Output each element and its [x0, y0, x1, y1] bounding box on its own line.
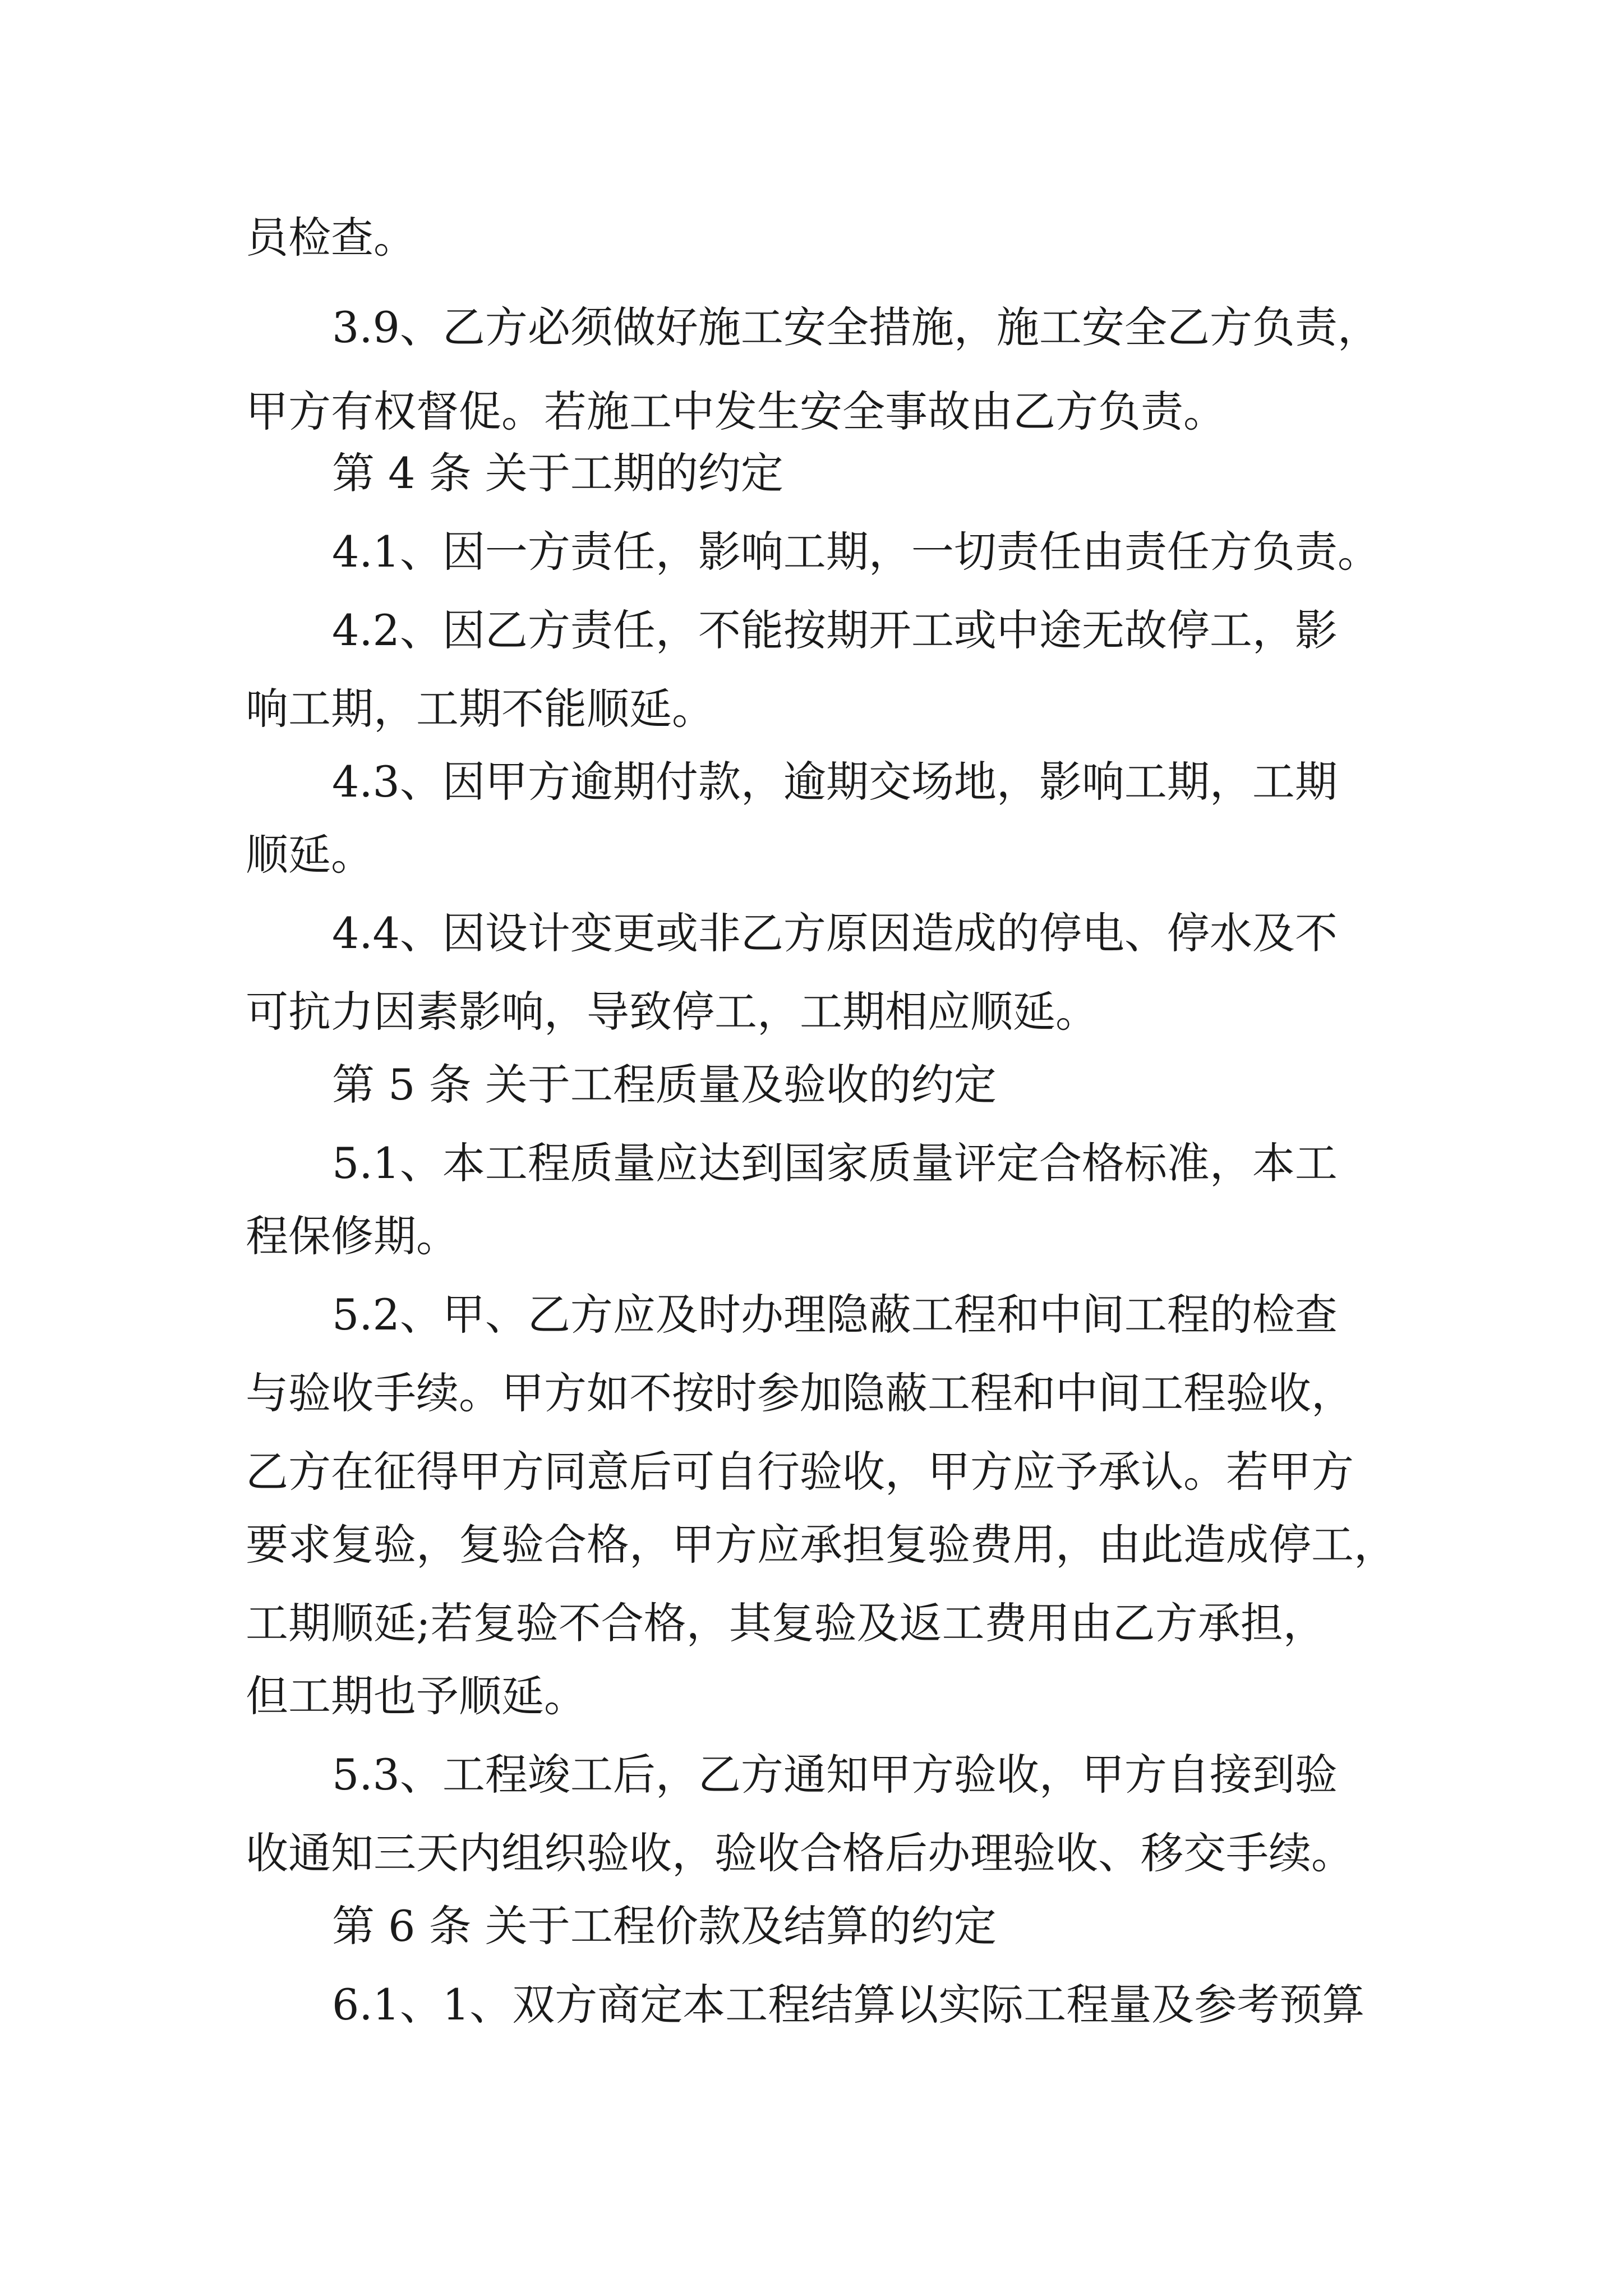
- article-5-heading: 第 5 条 关于工程质量及验收的约定: [332, 1060, 997, 1110]
- article-4-heading: 第 4 条 关于工期的约定: [332, 448, 783, 498]
- clause-5-2-line-5: 工期顺延;若复验不合格，其复验及返工费用由乙方承担，: [246, 1598, 1326, 1648]
- clause-5-3-line-2: 收通知三天内组织验收，验收合格后办理验收、移交手续。: [246, 1828, 1354, 1878]
- clause-5-2-line-2: 与验收手续。甲方如不按时参加隐蔽工程和中间工程验收，: [246, 1368, 1354, 1418]
- clause-4-1-line-1: 4.1、因一方责任，影响工期，一切责任由责任方负责。: [332, 527, 1380, 577]
- clause-3-9-line-2: 甲方有权督促。若施工中发生安全事故由乙方负责。: [246, 386, 1226, 436]
- clause-4-4-line-1: 4.4、因设计变更或非乙方原因造成的停电、停水及不: [332, 908, 1338, 958]
- clause-6-1-line-1: 6.1、1、双方商定本工程结算以实际工程量及参考预算: [332, 1980, 1365, 2030]
- clause-5-2-line-6: 但工期也予顺延。: [246, 1671, 587, 1721]
- clause-5-1-line-1: 5.1、本工程质量应达到国家质量评定合格标准，本工: [332, 1138, 1338, 1188]
- clause-3-9-line-1: 3.9、乙方必须做好施工安全措施，施工安全乙方负责，: [332, 302, 1380, 352]
- clause-5-2-line-1: 5.2、甲、乙方应及时办理隐蔽工程和中间工程的检查: [332, 1290, 1338, 1340]
- clause-4-2-line-1: 4.2、因乙方责任，不能按期开工或中途无故停工，影: [332, 605, 1338, 655]
- article-6-heading: 第 6 条 关于工程价款及结算的约定: [332, 1901, 997, 1951]
- clause-5-3-line-1: 5.3、工程竣工后，乙方通知甲方验收，甲方自接到验: [332, 1750, 1338, 1800]
- clause-5-2-line-4: 要求复验，复验合格，甲方应承担复验费用，由此造成停工，: [246, 1520, 1396, 1570]
- clause-4-2-line-2: 响工期，工期不能顺延。: [246, 684, 714, 734]
- clause-5-1-line-2: 程保修期。: [246, 1211, 459, 1261]
- text-line: 员检查。: [246, 213, 416, 263]
- clause-4-3-line-2: 顺延。: [246, 830, 374, 880]
- clause-5-2-line-3: 乙方在征得甲方同意后可自行验收，甲方应予承认。若甲方: [246, 1447, 1354, 1497]
- clause-4-3-line-1: 4.3、因甲方逾期付款，逾期交场地，影响工期，工期: [332, 757, 1338, 807]
- clause-4-4-line-2: 可抗力因素影响，导致停工，工期相应顺延。: [246, 987, 1098, 1037]
